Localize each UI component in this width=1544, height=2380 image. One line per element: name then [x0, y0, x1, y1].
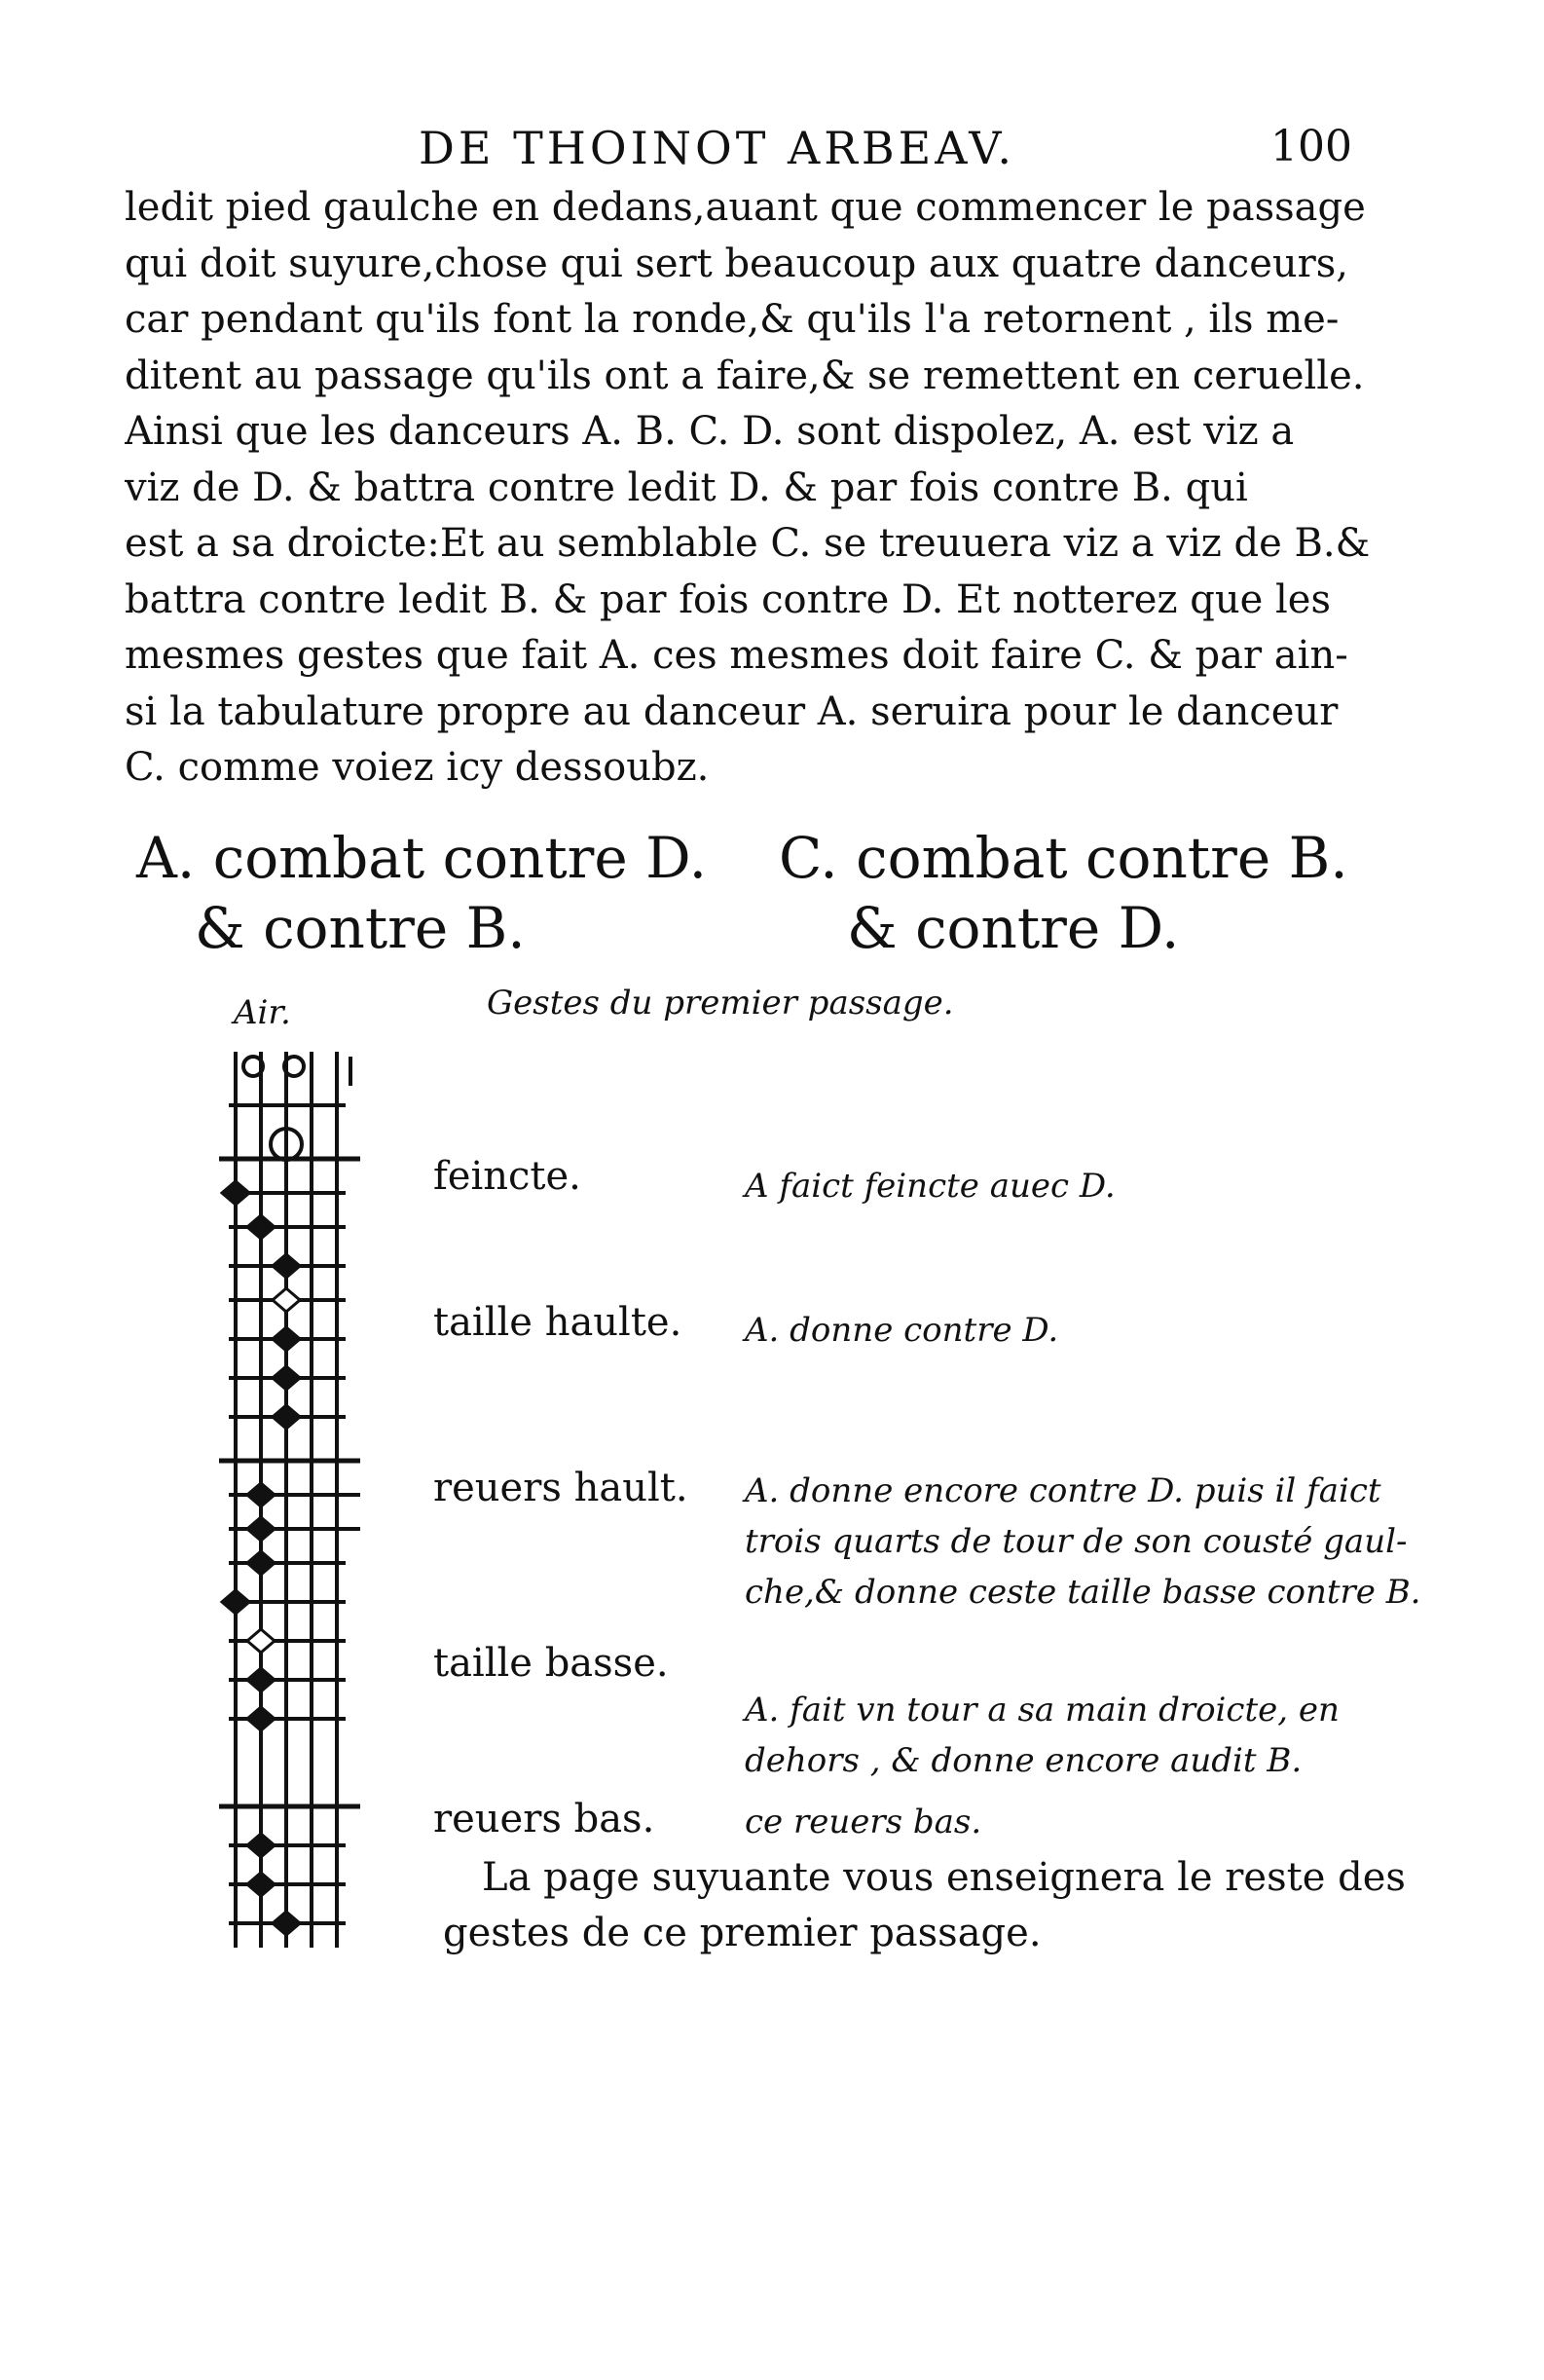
gesture-line: A. donne contre D. — [745, 1311, 1059, 1350]
step-label: reuers bas. — [433, 1797, 655, 1841]
body-line: mesmes gestes que fait A. ces mesmes doit faire C. & par ain- — [125, 633, 1348, 678]
combat-left-extra: & contre B. — [195, 895, 526, 961]
tablature-title: Gestes du premier passage. — [487, 984, 954, 1023]
step-label: taille haulte. — [433, 1300, 682, 1345]
gesture-description — [745, 1305, 1407, 1356]
body-line: est a sa droicte:Et au semblable C. se treuuera viz a viz de B.& — [125, 521, 1371, 566]
body-paragraph — [125, 180, 1400, 797]
gesture-line: che,& donne ceste taille basse contre B. — [745, 1573, 1421, 1612]
body-line: viz de D. & battra contre ledit D. & par fois contre B. qui — [125, 465, 1248, 510]
gesture-line: A. donne encore contre D. puis il faict — [745, 1471, 1381, 1510]
gesture-description — [745, 1797, 1407, 1847]
body-line: qui doit suyure,chose qui sert beaucoup aux quatre danceurs, — [125, 241, 1348, 286]
gesture-description — [745, 1161, 1407, 1211]
body-line: battra contre ledit B. & par fois contre D. Et notterez que les — [125, 576, 1332, 622]
gesture-line: ce reuers bas. — [745, 1803, 982, 1841]
gesture-line: A. fait vn tour a sa main droicte, en — [745, 1691, 1340, 1729]
gesture-line: trois quarts de tour de son cousté gaul- — [745, 1522, 1408, 1561]
body-line: Ainsi que les danceurs A. B. C. D. sont dispolez, A. est viz a — [125, 409, 1295, 454]
running-head: DE THOINOT ARBEAV. — [419, 122, 1015, 174]
closing-line: gestes de ce premier passage. — [443, 1911, 1042, 1955]
body-line: ditent au passage qu'ils ont a faire,& se remettent en ceruelle. — [125, 353, 1365, 398]
combat-heading — [136, 823, 1402, 963]
combat-heading-line-2 — [136, 893, 1402, 963]
step-label: reuers hault. — [433, 1466, 688, 1510]
body-line: si la tabulature propre au danceur A. seruira pour le danceur — [125, 688, 1339, 734]
page-number: 100 — [1270, 122, 1352, 171]
dance-tablature-staff — [214, 1047, 389, 1952]
gesture-line: dehors , & donne encore audit B. — [745, 1741, 1303, 1780]
gesture-line: A faict feincte auec D. — [745, 1167, 1116, 1206]
gesture-description — [745, 1685, 1407, 1786]
combat-heading-line-1 — [136, 823, 1402, 893]
closing-note — [443, 1850, 1407, 1961]
air-label: Air. — [234, 993, 291, 1032]
gesture-description — [745, 1466, 1421, 1618]
body-line: C. comme voiez icy dessoubz. — [125, 745, 710, 790]
body-line: car pendant qu'ils font la ronde,& qu'ils l'a retornent , ils me- — [125, 297, 1340, 342]
body-line: ledit pied gaulche en dedans,auant que commencer le passage — [125, 185, 1366, 230]
closing-line: La page suyuante vous enseignera le reste des — [482, 1855, 1406, 1900]
combat-left: A. combat contre D. — [136, 825, 708, 891]
combat-right-extra: & contre D. — [847, 895, 1180, 961]
step-label: taille basse. — [433, 1641, 669, 1686]
combat-right: C. combat contre B. — [779, 825, 1348, 891]
step-label: feincte. — [433, 1154, 581, 1199]
